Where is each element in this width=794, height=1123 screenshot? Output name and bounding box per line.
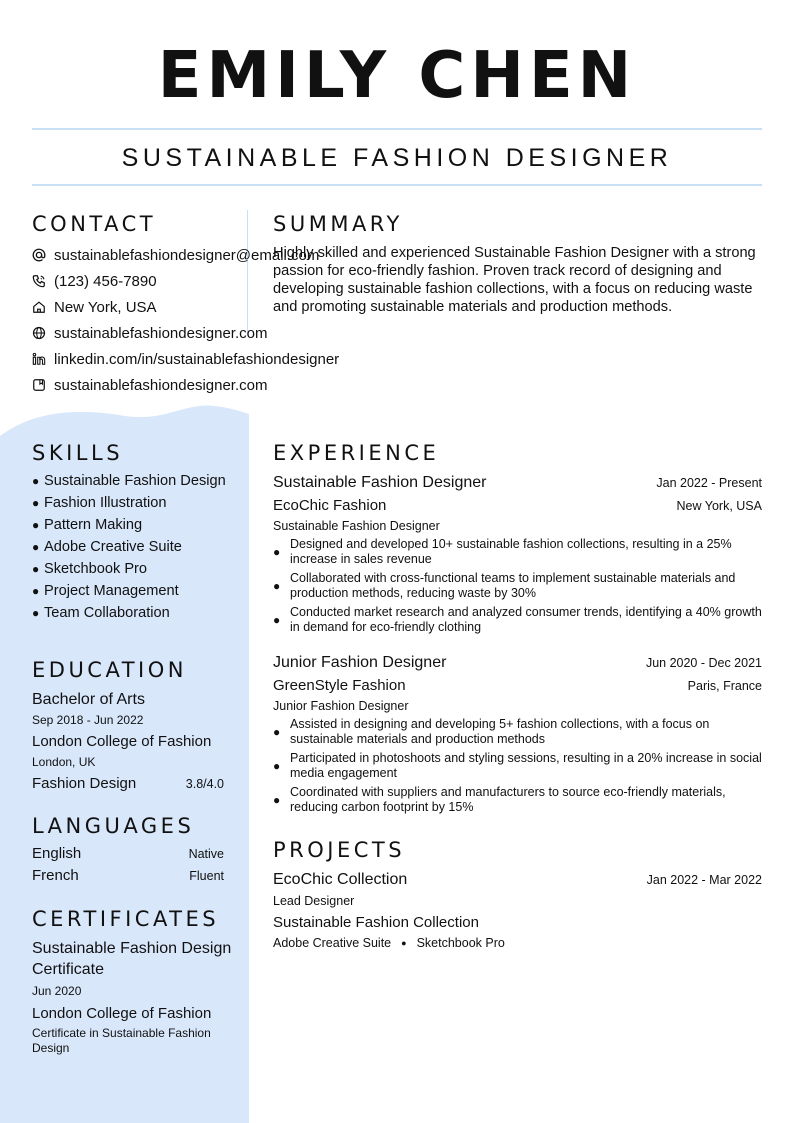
contact-website[interactable] bbox=[32, 320, 372, 346]
bullet-icon: ● bbox=[32, 584, 40, 598]
skill-text: Sustainable Fashion Design bbox=[44, 473, 226, 489]
contact-portfolio-text: sustainablefashiondesigner.com bbox=[54, 376, 268, 394]
job-title: Sustainable Fashion Designer bbox=[273, 474, 487, 491]
list-item bbox=[32, 494, 232, 512]
list-item bbox=[32, 560, 232, 578]
certificate-description: Certificate in Sustainable Fashion Design bbox=[32, 1026, 211, 1055]
bullet-icon: ● bbox=[273, 759, 281, 773]
language-name: English bbox=[32, 845, 82, 862]
skills-heading: SKILLS bbox=[32, 441, 124, 465]
certificates-heading: CERTIFICATES bbox=[32, 907, 220, 931]
bullet-text: Assisted in designing and developing 5+ fashion collections, with a focus on sustainable materials and production methods bbox=[290, 717, 710, 746]
job-subtitle: Sustainable Fashion Designer bbox=[273, 519, 440, 533]
job-location: Paris, France bbox=[687, 679, 762, 693]
skill-text: Team Collaboration bbox=[44, 605, 170, 621]
experience-heading: EXPERIENCE bbox=[273, 441, 440, 465]
list-item bbox=[32, 538, 232, 556]
bullet-icon: ● bbox=[273, 613, 281, 627]
education-degree: Bachelor of Arts bbox=[32, 691, 145, 708]
certificate-entry bbox=[32, 938, 232, 1056]
bullet-text: Coordinated with suppliers and manufacturers to source eco-friendly materials, reducing carbon footprint by 15% bbox=[290, 785, 726, 814]
skills-list bbox=[32, 472, 232, 626]
list-item bbox=[32, 472, 232, 490]
contact-portfolio[interactable] bbox=[32, 372, 372, 398]
contact-linkedin-text: linkedin.com/in/sustainablefashiondesigner bbox=[54, 350, 340, 368]
bullet-icon: ● bbox=[32, 562, 40, 576]
bullet-icon: ● bbox=[32, 606, 40, 620]
education-field: Fashion Design bbox=[32, 775, 137, 792]
projects-heading: PROJECTS bbox=[273, 838, 406, 862]
bullet-text: Participated in photoshoots and styling sessions, resulting in a 20% increase in social media engagement bbox=[290, 751, 762, 780]
portfolio-icon bbox=[32, 377, 54, 393]
phone-icon bbox=[32, 273, 54, 289]
project-dates: Jan 2022 - Mar 2022 bbox=[646, 873, 762, 887]
skill-text: Pattern Making bbox=[44, 517, 143, 533]
bullet-icon: ● bbox=[401, 938, 407, 948]
languages-heading: LANGUAGES bbox=[32, 814, 195, 838]
project-header bbox=[273, 868, 762, 892]
summary-heading: SUMMARY bbox=[273, 212, 403, 236]
bullet-icon: ● bbox=[32, 518, 40, 532]
list-item bbox=[273, 571, 762, 601]
certificate-issuer: London College of Fashion bbox=[32, 1005, 212, 1022]
job-company-row bbox=[273, 495, 762, 517]
linkedin-icon bbox=[32, 351, 54, 367]
project-entry bbox=[273, 868, 762, 952]
bullet-icon: ● bbox=[273, 545, 281, 559]
globe-icon bbox=[32, 325, 54, 341]
skill-text: Fashion Illustration bbox=[44, 495, 167, 511]
education-field-row bbox=[32, 773, 224, 795]
list-item bbox=[32, 582, 232, 600]
job-bullets bbox=[273, 537, 762, 635]
education-gpa: 3.8/4.0 bbox=[185, 777, 224, 791]
summary-text: Highly skilled and experienced Sustainable Fashion Designer with a strong passion for eco-friendly fashion. Proven track record of designing and developing sustainable fashion collections, with a focus on reducing waste and promoting sustainable materials and production methods. bbox=[273, 245, 756, 315]
certificate-date: Jun 2020 bbox=[32, 984, 82, 998]
bullet-text: Conducted market research and analyzed consumer trends, identifying a 40% growth in demand for eco-friendly clothing bbox=[290, 605, 762, 634]
languages-list bbox=[32, 845, 224, 889]
bullet-text: Collaborated with cross-functional teams to implement sustainable materials and production methods, reducing waste by 30% bbox=[290, 571, 736, 600]
job-entry bbox=[273, 471, 762, 639]
list-item bbox=[273, 785, 762, 815]
education-location: London, UK bbox=[32, 755, 96, 769]
education-school: London College of Fashion bbox=[32, 733, 212, 750]
bullet-icon: ● bbox=[273, 793, 281, 807]
skill-text: Project Management bbox=[44, 583, 179, 599]
list-item bbox=[32, 845, 224, 867]
education-entry bbox=[32, 689, 224, 795]
list-item bbox=[32, 516, 232, 534]
job-dates: Jan 2022 - Present bbox=[656, 476, 762, 490]
language-name: French bbox=[32, 867, 79, 884]
at-icon bbox=[32, 247, 54, 263]
skill-text: Sketchbook Pro bbox=[44, 561, 148, 577]
job-dates: Jun 2020 - Dec 2021 bbox=[645, 656, 762, 670]
header-divider-top bbox=[32, 128, 762, 130]
project-name: EcoChic Collection bbox=[273, 871, 408, 888]
project-tools bbox=[273, 934, 762, 952]
contact-website-text: sustainablefashiondesigner.com bbox=[54, 324, 268, 342]
bullet-icon: ● bbox=[273, 579, 281, 593]
certificate-name: Sustainable Fashion Design Certificate bbox=[32, 940, 232, 978]
language-level: Fluent bbox=[189, 869, 224, 883]
job-subtitle: Junior Fashion Designer bbox=[273, 699, 409, 713]
list-item bbox=[273, 717, 762, 747]
contact-heading: CONTACT bbox=[32, 212, 157, 236]
job-company: GreenStyle Fashion bbox=[273, 677, 406, 694]
home-icon bbox=[32, 299, 54, 315]
list-item bbox=[273, 537, 762, 567]
job-bullets bbox=[273, 717, 762, 815]
contact-phone-text: (123) 456-7890 bbox=[54, 272, 157, 290]
skill-text: Adobe Creative Suite bbox=[44, 539, 182, 555]
project-subtitle: Sustainable Fashion Collection bbox=[273, 914, 479, 931]
job-location: New York, USA bbox=[676, 499, 762, 513]
education-heading: EDUCATION bbox=[32, 658, 187, 682]
candidate-role: SUSTAINABLE FASHION DESIGNER bbox=[121, 144, 673, 172]
job-title: Junior Fashion Designer bbox=[273, 654, 447, 671]
list-item bbox=[32, 604, 232, 622]
language-level: Native bbox=[188, 847, 224, 861]
job-entry bbox=[273, 651, 762, 819]
bullet-icon: ● bbox=[32, 540, 40, 554]
header-divider-bottom bbox=[32, 184, 762, 186]
job-company: EcoChic Fashion bbox=[273, 497, 387, 514]
education-dates: Sep 2018 - Jun 2022 bbox=[32, 713, 144, 727]
contact-email-text: sustainablefashiondesigner@email.com bbox=[54, 246, 320, 264]
list-item bbox=[32, 867, 224, 889]
project-tool: Adobe Creative Suite bbox=[273, 936, 392, 950]
bullet-text: Designed and developed 10+ sustainable fashion collections, resulting in a 25% increase in sales revenue bbox=[290, 537, 732, 566]
project-tool: Sketchbook Pro bbox=[416, 936, 505, 950]
bullet-icon: ● bbox=[32, 496, 40, 510]
contact-location-text: New York, USA bbox=[54, 298, 157, 316]
job-header bbox=[273, 471, 762, 495]
candidate-name: EMILY CHEN bbox=[157, 39, 637, 113]
job-header bbox=[273, 651, 762, 675]
list-item bbox=[273, 605, 762, 635]
list-item bbox=[273, 751, 762, 781]
job-company-row bbox=[273, 675, 762, 697]
contact-linkedin[interactable] bbox=[32, 346, 372, 372]
bullet-icon: ● bbox=[32, 474, 40, 488]
bullet-icon: ● bbox=[273, 725, 281, 739]
project-role: Lead Designer bbox=[273, 894, 355, 908]
